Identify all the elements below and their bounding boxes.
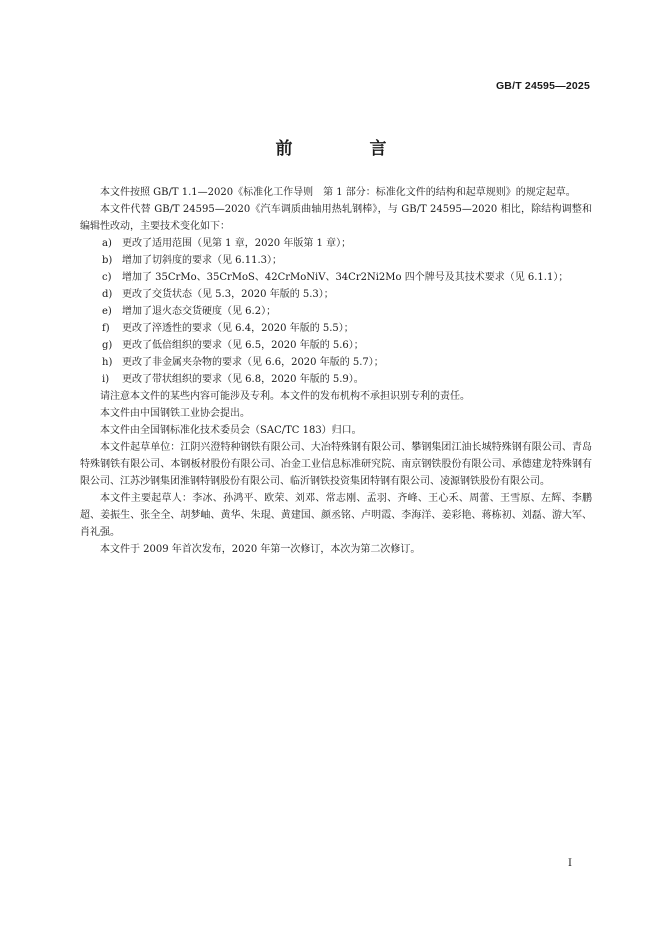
committee-paragraph: 本文件由全国钢标准化技术委员会（SAC/TC 183）归口。 xyxy=(100,425,362,436)
changes-list xyxy=(80,235,592,388)
list-marker: c) xyxy=(102,272,112,283)
list-text: 更改了低倍组织的要求（见 6.5，2020 年版的 5.6）； xyxy=(122,340,364,351)
document-body xyxy=(80,184,592,558)
list-text: 更改了适用范围（见第 1 章，2020 年版第 1 章）； xyxy=(122,238,352,249)
list-text: 更改了淬透性的要求（见 6.4，2020 年版的 5.5）； xyxy=(122,323,354,334)
patent-notice: 请注意本文件的某些内容可能涉及专利。本文件的发布机构不承担识别专利的责任。 xyxy=(100,391,470,402)
list-item xyxy=(80,354,592,371)
list-marker: a) xyxy=(102,238,112,249)
intro-paragraph-1: 本文件按照 GB/T 1.1—2020《标准化工作导则 第 1 部分：标准化文件的结构和起草规则》的规定起草。 xyxy=(100,187,576,198)
list-marker: d) xyxy=(102,289,113,300)
list-text: 增加了切斜度的要求（见 6.11.3）； xyxy=(122,255,282,266)
intro-paragraph-2: 本文件代替 GB/T 24595—2020《汽车调质曲轴用热轧钢棒》，与 GB/T 24595—2020 相比，除结构调整和编辑性改动，主要技术变化如下： xyxy=(80,204,592,232)
proposer-paragraph: 本文件由中国钢铁工业协会提出。 xyxy=(100,408,250,419)
list-text: 更改了非金属夹杂物的要求（见 6.6，2020 年版的 5.7）； xyxy=(122,357,384,368)
list-text: 更改了带状组织的要求（见 6.8，2020 年版的 5.9）。 xyxy=(122,374,364,385)
list-marker: i) xyxy=(102,374,110,385)
list-item xyxy=(80,320,592,337)
list-item xyxy=(80,337,592,354)
list-item xyxy=(80,286,592,303)
page-title: 前 言 xyxy=(275,139,417,159)
list-item xyxy=(80,371,592,388)
list-text: 更改了交货状态（见 5.3，2020 年版的 5.3）； xyxy=(122,289,334,300)
page-number: I xyxy=(568,858,572,869)
list-text: 增加了 35CrMo、35CrMoS、42CrMoNiV、34Cr2Ni2Mo 四个牌号及其技术要求（见 6.1.1）； xyxy=(122,272,569,283)
list-item xyxy=(80,252,592,269)
drafters-paragraph: 本文件主要起草人：李冰、孙鸿平、欧荣、刘邓、常志刚、孟羽、齐峰、王心禾、周蕾、王雪原、左辉、李鹏超、姜振生、张全全、胡梦岫、黄华、朱琨、黄建国、颜丞铭、卢明霞、李海洋、姜彩艳、蒋栋初、刘磊、游大军、肖礼强。 xyxy=(80,493,592,538)
history-paragraph: 本文件于 2009 年首次发布，2020 年第一次修订，本次为第二次修订。 xyxy=(100,544,421,555)
drafting-units-paragraph: 本文件起草单位：江阴兴澄特种钢铁有限公司、大冶特殊钢有限公司、攀钢集团江油长城特殊钢有限公司、青岛特殊钢铁有限公司、本钢板材股份有限公司、冶金工业信息标准研究院、南京钢铁股份有限公司、承德建龙特殊钢有限公司、江苏沙钢集团淮钢特钢股份有限公司、临沂钢铁投资集团特钢有限公司、凌源钢铁股份有限公司。 xyxy=(80,442,592,487)
list-item xyxy=(80,303,592,320)
list-marker: e) xyxy=(102,306,112,317)
list-item xyxy=(80,235,592,252)
list-marker: f) xyxy=(102,323,110,334)
standard-number: GB/T 24595—2025 xyxy=(495,80,590,92)
list-marker: g) xyxy=(102,340,113,351)
list-marker: h) xyxy=(102,357,113,368)
list-item xyxy=(80,269,592,286)
list-marker: b) xyxy=(102,255,113,266)
list-text: 增加了退火态交货硬度（见 6.2）； xyxy=(122,306,277,317)
